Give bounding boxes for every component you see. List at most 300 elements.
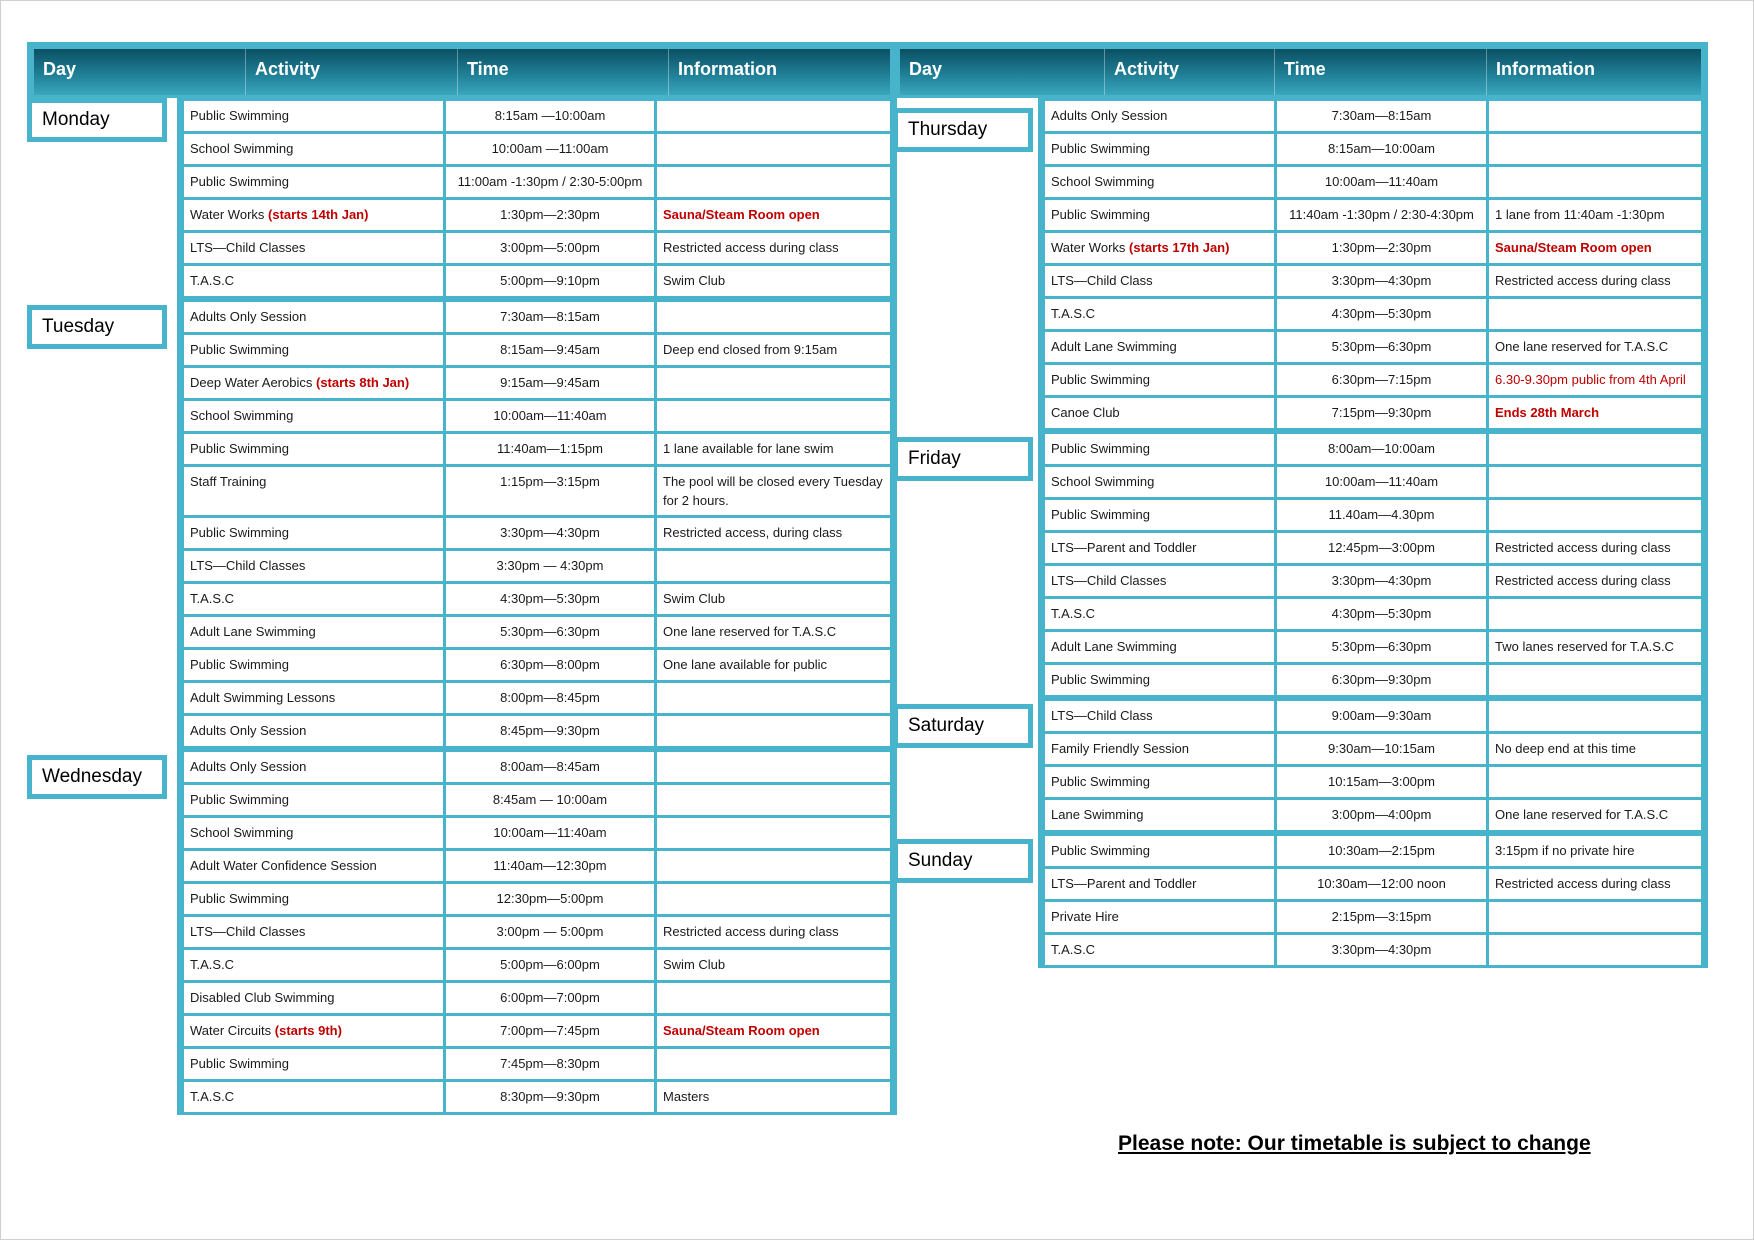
time-cell: 11:40am—1:15pm [446, 434, 657, 464]
day-rows [177, 98, 897, 299]
time-cell: 7:15pm—9:30pm [1277, 398, 1489, 428]
time-cell: 11:40am -1:30pm / 2:30-4:30pm [1277, 200, 1489, 230]
table-row [184, 818, 890, 851]
time-cell: 11.40am—4.30pm [1277, 500, 1489, 530]
table-row [184, 785, 890, 818]
table-row [184, 752, 890, 785]
table-row [184, 434, 890, 467]
information-cell: Restricted access during class [1495, 573, 1671, 588]
time-cell: 5:30pm—6:30pm [1277, 632, 1489, 662]
activity-cell [1045, 632, 1277, 662]
table-row [184, 716, 890, 746]
activity-cell [184, 266, 446, 296]
timetable-left-body [27, 98, 897, 1115]
activity-text: Public Swimming [190, 525, 289, 540]
information-cell [1489, 599, 1701, 629]
activity-cell [184, 752, 446, 782]
activity-text: Public Swimming [1051, 141, 1150, 156]
time-cell: 12:45pm—3:00pm [1277, 533, 1489, 563]
activity-cell [1045, 533, 1277, 563]
information-cell: Restricted access during class [1495, 273, 1671, 288]
information-cell [1489, 299, 1701, 329]
table-row [184, 518, 890, 551]
information-cell [657, 683, 890, 713]
time-cell: 6:00pm—7:00pm [446, 983, 657, 1013]
activity-text: Canoe Club [1051, 405, 1120, 420]
table-row [184, 302, 890, 335]
table-row [1045, 332, 1701, 365]
day-label: Tuesday [27, 305, 167, 349]
activity-cell [1045, 767, 1277, 797]
activity-text: Public Swimming [1051, 372, 1150, 387]
activity-text: LTS—Child Classes [190, 924, 306, 939]
time-cell: 8:00pm—8:45pm [446, 683, 657, 713]
timetable-left [27, 42, 897, 1115]
information-cell [1489, 767, 1701, 797]
activity-text: Water Works [190, 207, 265, 222]
time-cell: 3:30pm—4:30pm [446, 518, 657, 548]
activity-text: T.A.S.C [190, 957, 235, 972]
activity-text: Adults Only Session [190, 723, 307, 738]
activity-text: Water Works [1051, 240, 1126, 255]
information-cell [657, 551, 890, 581]
table-row [1045, 869, 1701, 902]
activity-cell [1045, 836, 1277, 866]
information-cell [1489, 902, 1701, 932]
activity-cell [1045, 566, 1277, 596]
table-row [184, 650, 890, 683]
table-row [1045, 935, 1701, 965]
activity-cell [184, 1049, 446, 1079]
activity-text: Public Swimming [1051, 672, 1150, 687]
information-cell: Sauna/Steam Room open [663, 207, 820, 222]
time-cell: 5:00pm—6:00pm [446, 950, 657, 980]
table-header [27, 42, 897, 98]
table-row [1045, 233, 1701, 266]
time-cell: 11:40am—12:30pm [446, 851, 657, 881]
header-information: Information [678, 59, 777, 79]
day-block-wednesday [27, 749, 897, 1115]
table-row [1045, 398, 1701, 428]
time-cell: 8:30pm—9:30pm [446, 1082, 657, 1112]
information-cell [657, 785, 890, 815]
time-cell: 8:45am — 10:00am [446, 785, 657, 815]
table-row [1045, 632, 1701, 665]
day-column [27, 299, 177, 749]
time-cell: 10:30am—2:15pm [1277, 836, 1489, 866]
activity-text: Public Swimming [1051, 441, 1150, 456]
information-cell: Restricted access, during class [663, 525, 843, 540]
information-cell: Two lanes reserved for T.A.S.C [1495, 639, 1674, 654]
activity-cell [184, 302, 446, 332]
information-cell [657, 983, 890, 1013]
information-cell: One lane available for public [663, 657, 828, 672]
activity-cell [1045, 233, 1277, 263]
table-row [1045, 434, 1701, 467]
activity-cell [184, 1016, 446, 1046]
information-cell: Restricted access during class [1495, 876, 1671, 891]
time-cell: 1:30pm—2:30pm [1277, 233, 1489, 263]
time-cell: 3:00pm — 5:00pm [446, 917, 657, 947]
activity-cell [1045, 101, 1277, 131]
activity-cell [1045, 167, 1277, 197]
table-row [184, 266, 890, 296]
activity-cell [1045, 200, 1277, 230]
time-cell: 6:30pm—7:15pm [1277, 365, 1489, 395]
activity-cell [1045, 902, 1277, 932]
activity-cell [1045, 134, 1277, 164]
information-cell: Sauna/Steam Room open [1495, 240, 1652, 255]
day-label: Friday [893, 437, 1033, 481]
header-time: Time [1275, 49, 1487, 95]
table-row [1045, 500, 1701, 533]
activity-cell [184, 551, 446, 581]
time-cell: 11:00am -1:30pm / 2:30-5:00pm [446, 167, 657, 197]
table-row [1045, 701, 1701, 734]
time-cell: 10:00am —11:00am [446, 134, 657, 164]
header-activity: Activity [1105, 49, 1275, 95]
table-row [184, 983, 890, 1016]
day-label: Wednesday [27, 755, 167, 799]
table-row [184, 167, 890, 200]
activity-cell [184, 785, 446, 815]
activity-cell [1045, 266, 1277, 296]
activity-text: Public Swimming [190, 657, 289, 672]
table-row [1045, 134, 1701, 167]
time-cell: 8:00am—8:45am [446, 752, 657, 782]
activity-cell [184, 683, 446, 713]
table-row [1045, 566, 1701, 599]
information-cell [1489, 467, 1701, 497]
information-cell [657, 167, 890, 197]
activity-text: LTS—Parent and Toddler [1051, 540, 1197, 555]
table-row [184, 551, 890, 584]
table-row [1045, 665, 1701, 695]
activity-text: Adult Water Confidence Session [190, 858, 377, 873]
day-column [893, 431, 1038, 698]
activity-cell [184, 716, 446, 746]
start-date-note: (starts 17th Jan) [1129, 240, 1230, 255]
day-label: Sunday [893, 839, 1033, 883]
time-cell: 1:15pm—3:15pm [446, 467, 657, 515]
table-row [184, 233, 890, 266]
information-cell: 6.30-9.30pm public from 4th April [1495, 372, 1686, 387]
activity-cell [184, 401, 446, 431]
activity-cell [1045, 869, 1277, 899]
day-block-tuesday [27, 299, 897, 749]
table-row [1045, 533, 1701, 566]
activity-cell [184, 200, 446, 230]
activity-text: Public Swimming [190, 342, 289, 357]
day-column [893, 833, 1038, 968]
activity-cell [184, 368, 446, 398]
activity-cell [184, 467, 446, 515]
time-cell: 1:30pm—2:30pm [446, 200, 657, 230]
activity-text: T.A.S.C [1051, 606, 1096, 621]
activity-text: Lane Swimming [1051, 807, 1144, 822]
day-label: Saturday [893, 704, 1033, 748]
footer-note: Please note: Our timetable is subject to change [1118, 1132, 1591, 1155]
table-row [184, 1016, 890, 1049]
information-cell: Swim Club [663, 957, 726, 972]
time-cell: 9:00am—9:30am [1277, 701, 1489, 731]
table-row [184, 1082, 890, 1112]
activity-text: School Swimming [1051, 474, 1155, 489]
activity-text: LTS—Child Classes [190, 240, 306, 255]
time-cell: 10:15am—3:00pm [1277, 767, 1489, 797]
time-cell: 7:00pm—7:45pm [446, 1016, 657, 1046]
header-day: Day [34, 49, 246, 95]
day-column [27, 98, 177, 299]
header-information: Information [1496, 59, 1595, 79]
activity-cell [184, 818, 446, 848]
activity-text: Public Swimming [1051, 843, 1150, 858]
table-row [1045, 101, 1701, 134]
time-cell: 12:30pm—5:00pm [446, 884, 657, 914]
header-time: Time [458, 49, 669, 95]
time-cell: 8:15am —10:00am [446, 101, 657, 131]
day-column [893, 98, 1038, 431]
day-column [27, 749, 177, 1115]
timetable-right [893, 42, 1708, 968]
time-cell: 10:30am—12:00 noon [1277, 869, 1489, 899]
day-column [893, 698, 1038, 833]
information-cell [657, 818, 890, 848]
time-cell: 8:15am—10:00am [1277, 134, 1489, 164]
activity-text: Public Swimming [190, 441, 289, 456]
activity-text: Water Circuits [190, 1023, 272, 1038]
information-cell [1489, 500, 1701, 530]
information-cell: The pool will be closed every Tuesday for 2 hours. [663, 474, 883, 508]
activity-cell [1045, 365, 1277, 395]
information-cell: Masters [663, 1089, 710, 1104]
day-block-friday [893, 431, 1708, 698]
table-row [1045, 800, 1701, 830]
information-cell [657, 368, 890, 398]
time-cell: 10:00am—11:40am [1277, 167, 1489, 197]
table-row [184, 683, 890, 716]
table-row [1045, 266, 1701, 299]
activity-text: School Swimming [1051, 174, 1155, 189]
information-cell [657, 101, 890, 131]
table-row [1045, 200, 1701, 233]
activity-text: Public Swimming [1051, 207, 1150, 222]
information-cell: 1 lane available for lane swim [663, 441, 834, 456]
information-cell: One lane reserved for T.A.S.C [1495, 339, 1669, 354]
information-cell [657, 884, 890, 914]
activity-cell [184, 1082, 446, 1112]
activity-text: Adult Swimming Lessons [190, 690, 336, 705]
table-row [184, 950, 890, 983]
time-cell: 3:30pm—4:30pm [1277, 566, 1489, 596]
activity-text: Deep Water Aerobics [190, 375, 313, 390]
activity-text: T.A.S.C [1051, 942, 1096, 957]
information-cell: Ends 28th March [1495, 405, 1600, 420]
information-cell [1489, 434, 1701, 464]
activity-cell [184, 167, 446, 197]
information-cell: One lane reserved for T.A.S.C [1495, 807, 1669, 822]
day-rows [1038, 833, 1708, 968]
time-cell: 4:30pm—5:30pm [446, 584, 657, 614]
table-row [184, 884, 890, 917]
information-cell [1489, 101, 1701, 131]
time-cell: 2:15pm—3:15pm [1277, 902, 1489, 932]
information-cell [1489, 701, 1701, 731]
activity-text: LTS—Child Classes [1051, 573, 1167, 588]
time-cell: 9:15am—9:45am [446, 368, 657, 398]
activity-text: Public Swimming [1051, 507, 1150, 522]
activity-cell [184, 650, 446, 680]
information-cell [1489, 935, 1701, 965]
time-cell: 9:30am—10:15am [1277, 734, 1489, 764]
day-block-thursday [893, 98, 1708, 431]
header-activity: Activity [246, 49, 458, 95]
table-row [184, 401, 890, 434]
table-row [184, 200, 890, 233]
activity-cell [1045, 665, 1277, 695]
start-date-note: (starts 8th Jan) [315, 375, 410, 390]
information-cell [657, 302, 890, 332]
time-cell: 5:30pm—6:30pm [1277, 332, 1489, 362]
table-row [1045, 365, 1701, 398]
activity-cell [184, 983, 446, 1013]
information-cell: Deep end closed from 9:15am [663, 342, 838, 357]
activity-text: Family Friendly Session [1051, 741, 1189, 756]
day-label: Monday [27, 98, 167, 142]
information-cell: Swim Club [663, 591, 726, 606]
start-date-note: (starts 9th) [274, 1023, 342, 1038]
activity-cell [1045, 500, 1277, 530]
information-cell [657, 401, 890, 431]
table-row [184, 467, 890, 518]
table-row [1045, 902, 1701, 935]
time-cell: 3:00pm—5:00pm [446, 233, 657, 263]
table-row [184, 917, 890, 950]
activity-text: Adults Only Session [1051, 108, 1168, 123]
activity-text: LTS—Child Class [1051, 273, 1153, 288]
information-cell: 1 lane from 11:40am -1:30pm [1495, 207, 1665, 222]
day-block-sunday [893, 833, 1708, 968]
information-cell [657, 134, 890, 164]
table-header [893, 42, 1708, 98]
information-cell [1489, 665, 1701, 695]
activity-cell [1045, 599, 1277, 629]
table-row [1045, 767, 1701, 800]
activity-text: Adult Lane Swimming [1051, 339, 1177, 354]
table-row [184, 368, 890, 401]
time-cell: 7:45pm—8:30pm [446, 1049, 657, 1079]
activity-text: Adult Lane Swimming [190, 624, 316, 639]
time-cell: 3:30pm — 4:30pm [446, 551, 657, 581]
table-row [184, 101, 890, 134]
activity-text: T.A.S.C [190, 591, 235, 606]
start-date-note: (starts 14th Jan) [268, 207, 369, 222]
activity-text: T.A.S.C [190, 1089, 235, 1104]
time-cell: 4:30pm—5:30pm [1277, 599, 1489, 629]
day-label: Thursday [893, 108, 1033, 152]
activity-text: Public Swimming [190, 792, 289, 807]
time-cell: 8:15am—9:45am [446, 335, 657, 365]
time-cell: 8:00am—10:00am [1277, 434, 1489, 464]
table-row [1045, 299, 1701, 332]
time-cell: 7:30am—8:15am [446, 302, 657, 332]
time-cell: 5:00pm—9:10pm [446, 266, 657, 296]
activity-text: T.A.S.C [190, 273, 235, 288]
day-rows [177, 299, 897, 749]
table-row [1045, 467, 1701, 500]
day-block-monday [27, 98, 897, 299]
activity-cell [184, 233, 446, 263]
activity-text: Adults Only Session [190, 759, 307, 774]
table-row [184, 1049, 890, 1082]
time-cell: 6:30pm—9:30pm [1277, 665, 1489, 695]
information-cell [657, 752, 890, 782]
information-cell [657, 716, 890, 746]
activity-text: Adults Only Session [190, 309, 307, 324]
table-row [1045, 599, 1701, 632]
information-cell [1489, 167, 1701, 197]
time-cell: 10:00am—11:40am [446, 818, 657, 848]
information-cell: Restricted access during class [663, 240, 839, 255]
information-cell [1489, 134, 1701, 164]
activity-cell [184, 884, 446, 914]
activity-cell [1045, 398, 1277, 428]
activity-cell [1045, 935, 1277, 965]
activity-cell [184, 101, 446, 131]
day-block-saturday [893, 698, 1708, 833]
activity-cell [184, 917, 446, 947]
activity-cell [184, 434, 446, 464]
day-rows [177, 749, 897, 1115]
time-cell: 3:00pm—4:00pm [1277, 800, 1489, 830]
day-rows [1038, 98, 1708, 431]
time-cell: 3:30pm—4:30pm [1277, 935, 1489, 965]
time-cell: 10:00am—11:40am [1277, 467, 1489, 497]
information-cell: Restricted access during class [663, 924, 839, 939]
activity-text: LTS—Parent and Toddler [1051, 876, 1197, 891]
information-cell: Restricted access during class [1495, 540, 1671, 555]
table-row [1045, 734, 1701, 767]
activity-text: Public Swimming [1051, 774, 1150, 789]
timetable-right-body [893, 98, 1708, 968]
activity-cell [1045, 467, 1277, 497]
activity-cell [1045, 701, 1277, 731]
activity-text: School Swimming [190, 825, 294, 840]
activity-cell [1045, 332, 1277, 362]
activity-text: Adult Lane Swimming [1051, 639, 1177, 654]
day-rows [1038, 698, 1708, 833]
activity-cell [1045, 734, 1277, 764]
table-row [184, 584, 890, 617]
activity-cell [184, 584, 446, 614]
information-cell [657, 1049, 890, 1079]
activity-text: T.A.S.C [1051, 306, 1096, 321]
activity-cell [184, 335, 446, 365]
activity-text: Public Swimming [190, 108, 289, 123]
table-row [184, 617, 890, 650]
time-cell: 6:30pm—8:00pm [446, 650, 657, 680]
activity-text: School Swimming [190, 141, 294, 156]
activity-cell [1045, 299, 1277, 329]
information-cell: 3:15pm if no private hire [1495, 843, 1635, 858]
information-cell [657, 851, 890, 881]
information-cell: No deep end at this time [1495, 741, 1636, 756]
activity-text: Public Swimming [190, 891, 289, 906]
activity-cell [184, 134, 446, 164]
day-rows [1038, 431, 1708, 698]
time-cell: 4:30pm—5:30pm [1277, 299, 1489, 329]
table-row [184, 134, 890, 167]
